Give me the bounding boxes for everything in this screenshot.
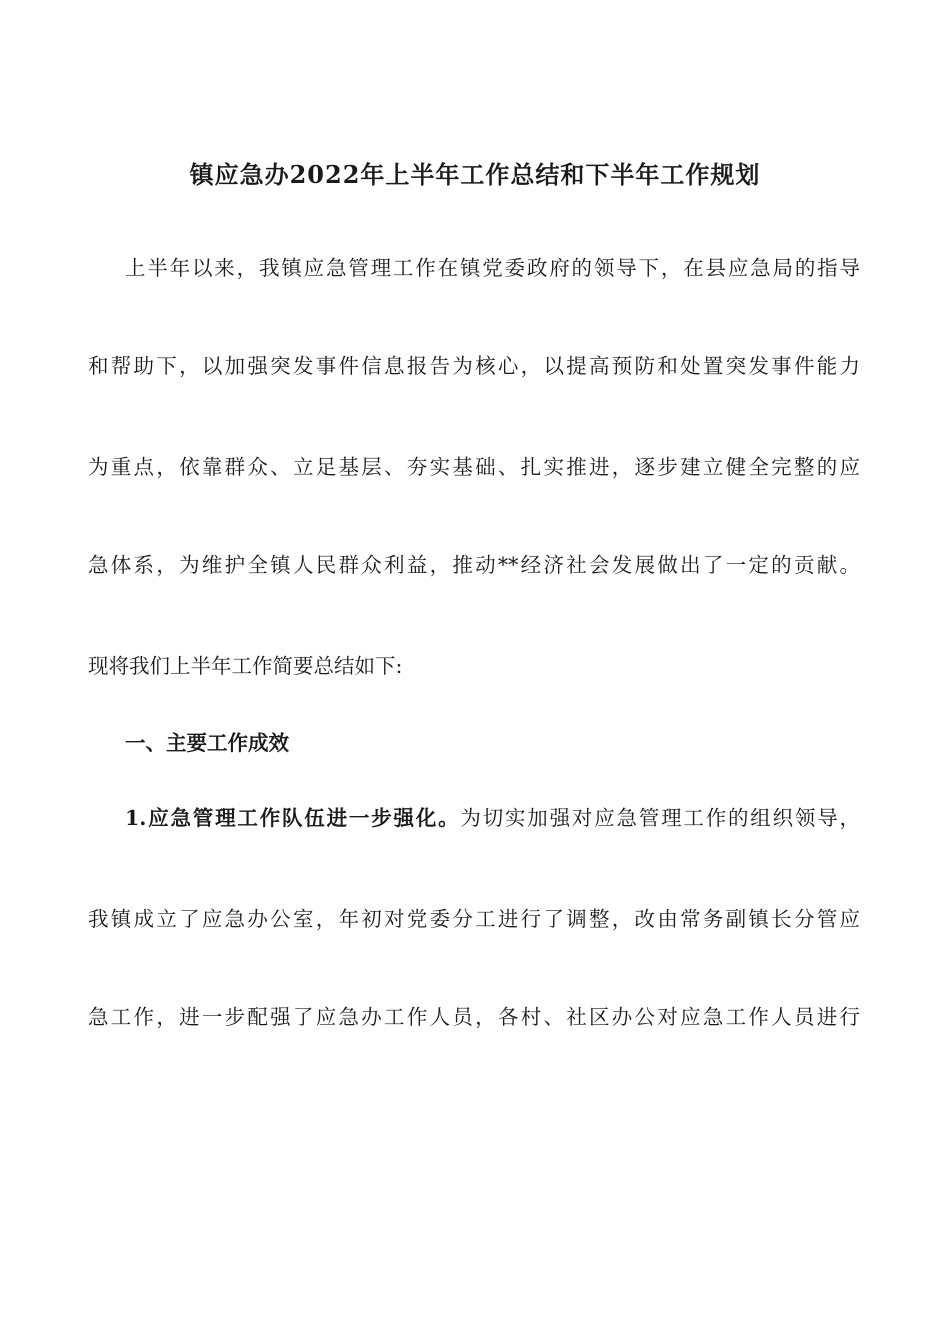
paragraph-line: 为重点，依靠群众、立足基层、夯实基础、扎实推进，逐步建立健全完整的应: [88, 455, 860, 479]
paragraph-line: 我镇成立了应急办公室，年初对党委分工进行了调整，改由常务副镇长分管应: [88, 907, 860, 931]
paragraph-line: 上半年以来，我镇应急管理工作在镇党委政府的领导下，在县应急局的指导: [125, 256, 860, 280]
item-heading: 1.应急管理工作队伍进一步强化。: [125, 806, 461, 830]
document-title: 镇应急办2022年上半年工作总结和下半年工作规划: [189, 160, 761, 189]
paragraph-line: 急工作，进一步配强了应急办工作人员，各村、社区办公对应急工作人员进行: [88, 1005, 860, 1029]
paragraph-line: 现将我们上半年工作简要总结如下:: [88, 654, 403, 678]
section-heading: 一、主要工作成效: [125, 731, 289, 755]
paragraph-line: 急体系，为维护全镇人民群众利益，推动**经济社会发展做出了一定的贡献。: [88, 553, 860, 577]
item-first-line: [88, 803, 860, 833]
paragraph-line: 和帮助下，以加强突发事件信息报告为核心，以提高预防和处置突发事件能力: [88, 354, 860, 378]
item-text: 为切实加强对应急管理工作的组织领导，: [460, 806, 861, 830]
